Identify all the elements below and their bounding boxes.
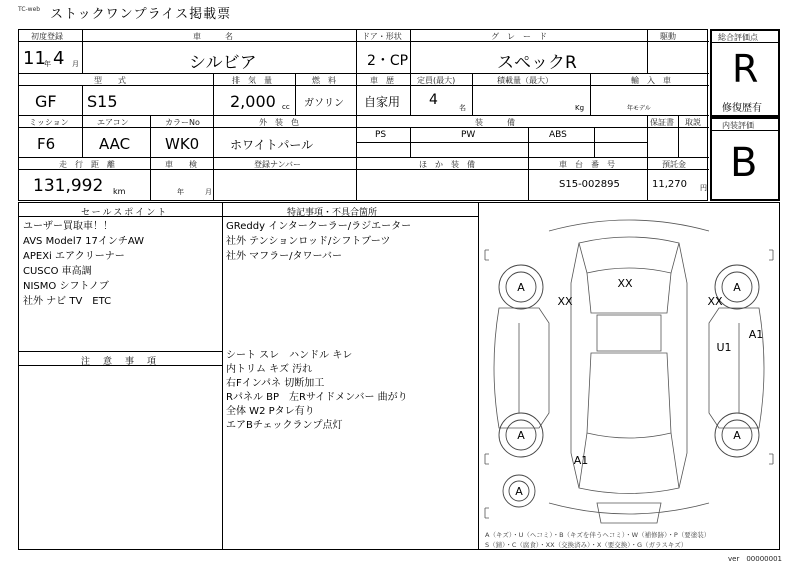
special-notes-title: 特記事項・不具合箇所 bbox=[287, 208, 378, 218]
mark-right-side: A1 bbox=[748, 328, 764, 341]
car-name-value-cell bbox=[83, 42, 357, 74]
interior-grade-value: B bbox=[730, 140, 758, 186]
spec-sheet bbox=[18, 29, 708, 201]
capacity-label: 定員(最大) bbox=[417, 76, 456, 85]
car-damage-diagram bbox=[479, 203, 779, 533]
grade-label-cell bbox=[411, 30, 648, 42]
exterior-color-value-cell bbox=[214, 128, 357, 158]
first-reg-value-cell bbox=[19, 42, 83, 74]
fuel-value: ガソリン bbox=[304, 98, 344, 109]
deposit-label-cell bbox=[648, 158, 709, 170]
load-unit: Kg bbox=[575, 104, 585, 112]
color-no-value: WK0 bbox=[165, 135, 200, 153]
inspection-value-cell bbox=[151, 170, 214, 200]
mission-value-cell bbox=[19, 128, 83, 158]
aircon-label-cell bbox=[83, 116, 151, 128]
mark-rear-left-wheel: A bbox=[517, 429, 525, 442]
deposit-value: 11,270 bbox=[652, 179, 687, 190]
capacity-unit: 名 bbox=[459, 104, 466, 112]
inspection-label: 車 検 bbox=[165, 160, 197, 169]
model-value-cell bbox=[19, 86, 83, 116]
equip-abs: ABS bbox=[549, 130, 567, 140]
grade-value-cell bbox=[411, 42, 648, 74]
legend-line-1: A（キズ）・U（ヘコミ）・B（キズを伴うヘコミ）・W（補修跡）・P（要塗装） bbox=[485, 531, 711, 539]
repair-history-note: 修復歴有 bbox=[722, 103, 762, 114]
interior-grade-box bbox=[710, 117, 780, 201]
grade-value: スペックR bbox=[497, 53, 577, 73]
door-type-label: ドア・形状 bbox=[362, 32, 402, 41]
capacity-value-cell bbox=[411, 86, 473, 116]
displacement-label: 排 気 量 bbox=[232, 76, 272, 85]
other-equipment-label: ほ か 装 備 bbox=[419, 160, 475, 169]
fuel-label-cell bbox=[296, 74, 357, 86]
door-value-cell bbox=[357, 42, 411, 74]
equip-blank-cell bbox=[595, 128, 648, 143]
warranty-label: 保証書 bbox=[650, 118, 674, 127]
legend-line-2: S（錆）・C（腐食）・XX（交換済み）・X（要交換）・G（ガラスキズ） bbox=[485, 541, 688, 549]
fuel-value-cell bbox=[296, 86, 357, 116]
equip-blank-cell-2 bbox=[357, 143, 411, 158]
inspection-label-cell bbox=[151, 158, 214, 170]
reg-number-label-cell bbox=[214, 158, 357, 170]
reg-year: 11 bbox=[23, 48, 46, 69]
caution-note-item: 右Fインパネ 切断加工 bbox=[226, 378, 325, 389]
overall-grade-value: R bbox=[732, 47, 759, 91]
sales-point-item: NISMO シフトノブ bbox=[23, 281, 109, 292]
caution-note-item: 内トリム キズ 汚れ bbox=[226, 364, 313, 375]
door-label-cell bbox=[357, 30, 411, 42]
manual-value-cell bbox=[679, 128, 709, 158]
caution-note-item: Rパネル BP 左Rサイドメンバー 曲がり bbox=[226, 392, 408, 403]
model-code-value: S15 bbox=[87, 92, 118, 111]
equip-ps: PS bbox=[375, 130, 387, 140]
color-no-label-cell bbox=[151, 116, 214, 128]
model-label: 型 式 bbox=[94, 76, 126, 85]
version-label: ver 00000001 bbox=[728, 555, 782, 563]
drive-label-cell bbox=[648, 30, 709, 42]
grade-label: グ レ ー ド bbox=[491, 32, 547, 41]
displacement-value-cell bbox=[214, 86, 296, 116]
equip-blank-cell-5 bbox=[595, 143, 648, 158]
equip-blank-cell-4 bbox=[529, 143, 595, 158]
displacement-label-cell bbox=[214, 74, 296, 86]
equipment-label-cell bbox=[357, 116, 648, 128]
reg-number-value-cell bbox=[214, 170, 357, 200]
manual-label-cell bbox=[679, 116, 709, 128]
displacement-value: 2,000 bbox=[230, 92, 276, 111]
aircon-value-cell bbox=[83, 128, 151, 158]
caution-note-item: 全体 W2 Pタレ有り bbox=[226, 406, 315, 417]
drive-value-cell bbox=[648, 42, 709, 74]
special-note-item: 社外 テンションロッド/シフトブーツ bbox=[226, 236, 391, 247]
deposit-label: 預託金 bbox=[662, 160, 686, 169]
mark-front-right-wheel: A bbox=[733, 281, 741, 294]
deposit-unit: 円 bbox=[700, 184, 707, 192]
chassis-label: 車 台 番 号 bbox=[559, 160, 615, 169]
mileage-unit: km bbox=[113, 187, 126, 196]
inspection-year-unit: 年 bbox=[177, 188, 184, 196]
warranty-label-cell bbox=[648, 116, 679, 128]
sales-point-item: AVS Model7 17インチAW bbox=[23, 236, 145, 247]
displacement-unit: cc bbox=[282, 103, 290, 111]
other-equipment-value-cell bbox=[357, 170, 529, 200]
mileage-value-cell bbox=[19, 170, 151, 200]
mark-roof: U1 bbox=[716, 341, 732, 354]
equip-pw: PW bbox=[461, 130, 476, 140]
mileage-label-cell bbox=[19, 158, 151, 170]
color-no-label: カラーNo bbox=[165, 118, 200, 127]
equip-pw-cell bbox=[411, 128, 529, 143]
aircon-label: エアコン bbox=[97, 118, 129, 127]
first-reg-label-cell bbox=[19, 30, 83, 42]
model-value: GF bbox=[35, 92, 57, 111]
sales-point-item: 社外 ナビ TV ETC bbox=[23, 296, 112, 307]
mission-label: ミッション bbox=[29, 118, 69, 127]
mission-value: F6 bbox=[37, 135, 56, 153]
chassis-label-cell bbox=[529, 158, 648, 170]
load-label-cell bbox=[473, 74, 591, 86]
import-label: 輸 入 車 bbox=[631, 76, 671, 85]
equipment-label: 装 備 bbox=[475, 118, 515, 127]
mark-rear-right-wheel: A bbox=[733, 429, 741, 442]
usage-label-cell bbox=[357, 74, 411, 86]
mileage-label: 走 行 距 離 bbox=[59, 160, 115, 169]
caution-note-item: エアBチェックランプ点灯 bbox=[226, 420, 343, 431]
usage-value: 自家用 bbox=[364, 95, 401, 109]
load-label: 積載量（最大） bbox=[497, 76, 553, 85]
chassis-value-cell bbox=[529, 170, 648, 200]
mark-front-left-wheel: A bbox=[517, 281, 525, 294]
car-name-label-cell bbox=[83, 30, 357, 42]
model-label-cell bbox=[19, 74, 214, 86]
model-code-cell bbox=[83, 86, 214, 116]
aircon-value: AAC bbox=[99, 135, 131, 153]
import-label-cell bbox=[591, 74, 709, 86]
usage-label: 車 歴 bbox=[370, 76, 394, 85]
exterior-color-label-cell bbox=[214, 116, 357, 128]
damage-marks bbox=[515, 277, 763, 498]
interior-grade-label: 内装評価 bbox=[722, 121, 754, 130]
import-value-cell bbox=[591, 86, 709, 116]
car-name-label: 車 名 bbox=[193, 32, 233, 41]
equip-abs-cell bbox=[529, 128, 595, 143]
mark-bumper-center: XX bbox=[617, 277, 633, 290]
inspection-month-unit: 月 bbox=[205, 188, 212, 196]
mileage-value: 131,992 bbox=[33, 176, 104, 196]
lower-section bbox=[18, 202, 780, 550]
chassis-number-value: S15-002895 bbox=[559, 179, 620, 190]
load-value-cell bbox=[473, 86, 591, 116]
capacity-label-cell bbox=[411, 74, 473, 86]
mission-label-cell bbox=[19, 116, 83, 128]
special-note-item: GReddy インタークーラー/ラジエーター bbox=[226, 221, 412, 232]
reg-month-unit: 月 bbox=[72, 60, 79, 68]
company-logo: TC-web bbox=[18, 6, 41, 13]
reg-year-unit: 年 bbox=[44, 60, 51, 68]
sales-point-item: APEXi エアクリーナー bbox=[23, 251, 125, 262]
reg-number-label: 登録ナンバー bbox=[254, 160, 302, 169]
other-equipment-label-cell bbox=[357, 158, 529, 170]
drive-label: 駆動 bbox=[660, 32, 676, 41]
usage-value-cell bbox=[357, 86, 411, 116]
equip-ps-cell bbox=[357, 128, 411, 143]
special-note-item: 社外 マフラー/タワーバー bbox=[226, 251, 343, 262]
warranty-value-cell bbox=[648, 128, 679, 158]
fuel-label: 燃 料 bbox=[312, 76, 336, 85]
capacity-value: 4 bbox=[429, 92, 438, 108]
reg-month: 4 bbox=[53, 48, 65, 69]
caution-note-item: シート スレ ハンドル キレ bbox=[226, 350, 353, 361]
sales-point-item: CUSCO 車高調 bbox=[23, 266, 92, 277]
exterior-color-label: 外 装 色 bbox=[259, 118, 299, 127]
door-type-value: 2・CP bbox=[367, 53, 409, 69]
deposit-value-cell bbox=[648, 170, 709, 200]
first-reg-label: 初度登録 bbox=[31, 32, 63, 41]
mark-spare-wheel: A bbox=[515, 485, 523, 498]
color-no-value-cell bbox=[151, 128, 214, 158]
exterior-color-value: ホワイトパール bbox=[230, 138, 314, 152]
sheet-title: ストックワンプライス掲載票 bbox=[50, 7, 232, 22]
car-name-value: シルビア bbox=[189, 53, 257, 73]
overall-grade-label: 総合評価点 bbox=[718, 33, 758, 42]
overall-grade-box bbox=[710, 29, 780, 117]
mark-bumper-left: XX bbox=[557, 295, 573, 308]
sales-point-item: ユーザー買取車！！ bbox=[23, 221, 113, 232]
caution-title: 注 意 事 項 bbox=[81, 357, 159, 367]
import-note: 年モデル bbox=[627, 105, 651, 112]
mark-bumper-right: XX bbox=[707, 295, 723, 308]
equip-blank-cell-3 bbox=[411, 143, 529, 158]
manual-label: 取説 bbox=[685, 118, 701, 127]
mark-rear-left: A1 bbox=[573, 454, 589, 467]
sales-point-title: セールスポイント bbox=[81, 208, 169, 218]
